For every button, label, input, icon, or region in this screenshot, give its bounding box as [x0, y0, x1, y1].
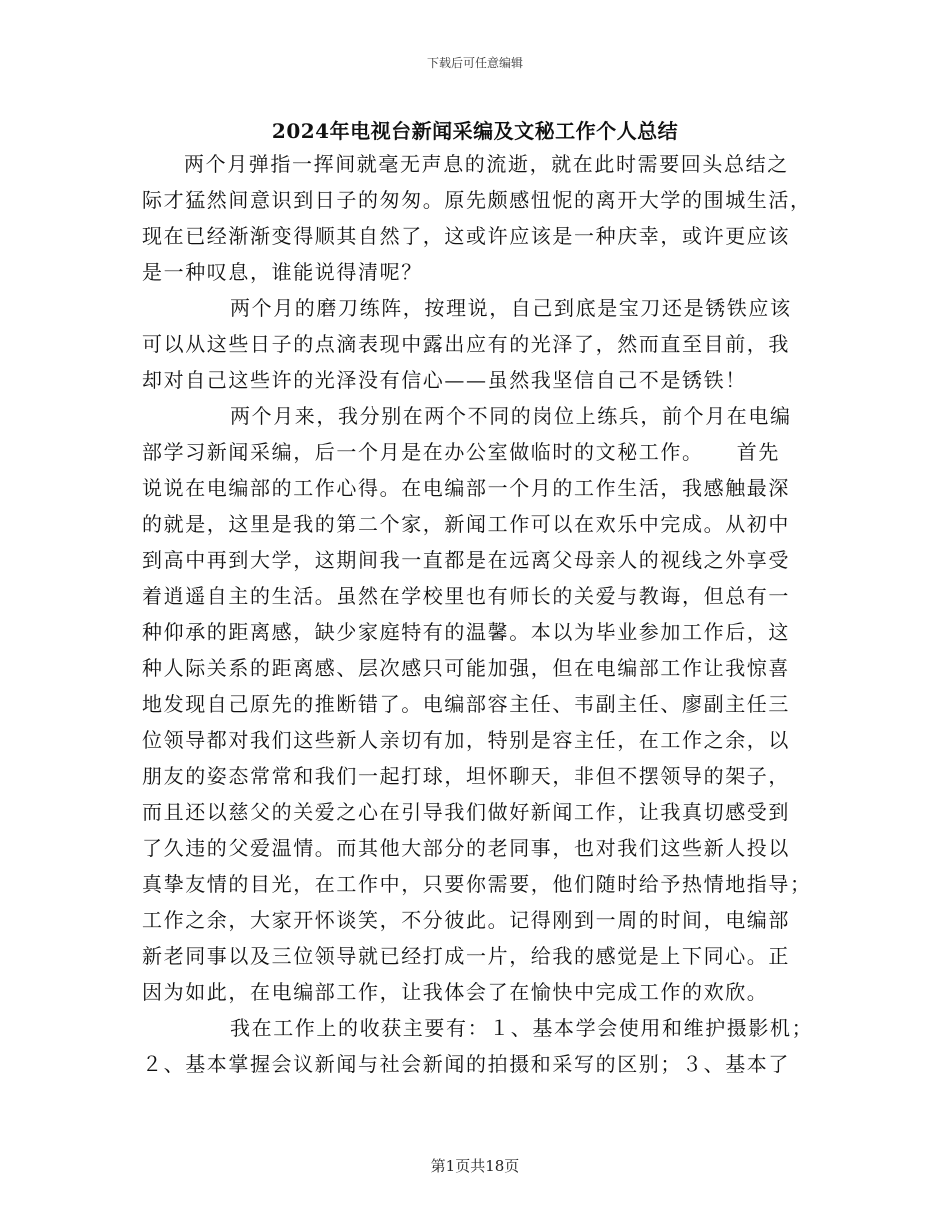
body-line: 是一种叹息，谁能说得清呢？	[142, 260, 423, 284]
body-line: 朋友的姿态常常和我们一起打球，坦怀聊天，非但不摆领导的架子，	[142, 764, 790, 788]
body-line: 地发现自己原先的推断错了。电编部容主任、韦副主任、廖副主任三	[142, 692, 790, 716]
body-line: 两个月弹指一挥间就毫无声息的流逝，就在此时需要回头总结之	[184, 152, 789, 176]
body-line: 工作之余，大家开怀谈笑，不分彼此。记得刚到一周的时间，电编部	[142, 908, 790, 932]
body-line: 因为如此，在电编部工作，让我体会了在愉快中完成工作的欢欣。	[142, 980, 769, 1004]
body-line: 两个月的磨刀练阵，按理说，自己到底是宝刀还是锈铁应该	[230, 296, 792, 320]
document-body	[142, 146, 814, 1082]
header-note: 下载后可任意编辑	[426, 56, 523, 70]
body-line: 际才猛然间意识到日子的匆匆。原先颇感忸怩的离开大学的围城生活，	[142, 188, 812, 212]
body-line: 可以从这些日子的点滴表现中露出应有的光泽了，然而直至目前，我	[142, 332, 790, 356]
body-line: 说说在电编部的工作心得。在电编部一个月的工作生活，我感触最深	[142, 476, 790, 500]
body-line: 部学习新闻采编，后一个月是在办公室做临时的文秘工作。 首先	[142, 440, 780, 464]
body-line: 却对自己这些许的光泽没有信心——虽然我坚信自己不是锈铁！	[142, 368, 747, 392]
document-title: 2024年电视台新闻采编及文秘工作个人总结	[271, 119, 679, 143]
body-line: 到高中再到大学，这期间我一直都是在远离父母亲人的视线之外享受	[142, 548, 790, 572]
body-line: 种人际关系的距离感、层次感只可能加强，但在电编部工作让我惊喜	[142, 656, 790, 680]
page-number: 第1页共18页	[430, 1157, 520, 1175]
body-line: 我在工作上的收获主要有：１、基本学会使用和维护摄影机；	[230, 1016, 814, 1040]
body-line: 种仰承的距离感，缺少家庭特有的温馨。本以为毕业参加工作后，这	[142, 620, 790, 644]
body-line: 了久违的父爱温情。而其他大部分的老同事，也对我们这些新人投以	[142, 836, 790, 860]
body-line: ２、基本掌握会议新闻与社会新闻的拍摄和采写的区别；３、基本了	[142, 1052, 790, 1076]
body-line: 着逍遥自主的生活。虽然在学校里也有师长的关爱与教诲，但总有一	[142, 584, 790, 608]
body-line: 两个月来，我分别在两个不同的岗位上练兵，前个月在电编	[230, 404, 792, 428]
body-line: 位领导都对我们这些新人亲切有加，特别是容主任，在工作之余，以	[142, 728, 790, 752]
body-line: 的就是，这里是我的第二个家，新闻工作可以在欢乐中完成。从初中	[142, 512, 790, 536]
body-line: 真挚友情的目光，在工作中，只要你需要，他们随时给予热情地指导；	[142, 872, 812, 896]
body-line: 现在已经渐渐变得顺其自然了，这或许应该是一种庆幸，或许更应该	[142, 224, 790, 248]
body-line: 新老同事以及三位领导就已经打成一片，给我的感觉是上下同心。正	[142, 944, 790, 968]
body-line: 而且还以慈父的关爱之心在引导我们做好新闻工作，让我真切感受到	[142, 800, 790, 824]
